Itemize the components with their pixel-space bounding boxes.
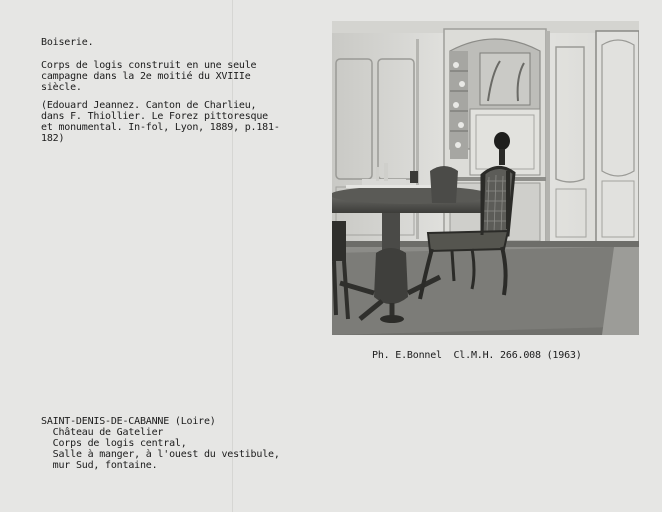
reference-line: (Edouard Jeannez. Canton de Charlieu, [41,100,257,111]
reference-line: et monumental. In-fol, Lyon, 1889, p.181- [41,122,280,133]
description-line: campagne dans la 2e moitié du XVIIIe [41,71,251,82]
card-description [41,60,256,93]
location-commune: SAINT-DENIS-DE-CABANNE (Loire) [41,416,216,427]
location-line: Corps de logis central, [52,438,187,449]
location-block [41,416,280,471]
card-title: Boiserie. [41,37,94,48]
reference-line: 182) [41,133,65,144]
location-line: Château de Gatelier [52,427,164,438]
interior-photograph [332,21,639,335]
bibliographic-reference [41,100,280,144]
photo-credit: Ph. E.Bonnel Cl.M.H. 266.008 (1963) [372,350,582,361]
description-line: Corps de logis construit en une seule [41,60,257,71]
location-line: mur Sud, fontaine. [52,460,158,471]
description-line: siècle. [41,82,82,93]
location-line: Salle à manger, à l'ouest du vestibule, [52,449,280,460]
reference-line: dans F. Thiollier. Le Forez pittoresque [41,111,268,122]
